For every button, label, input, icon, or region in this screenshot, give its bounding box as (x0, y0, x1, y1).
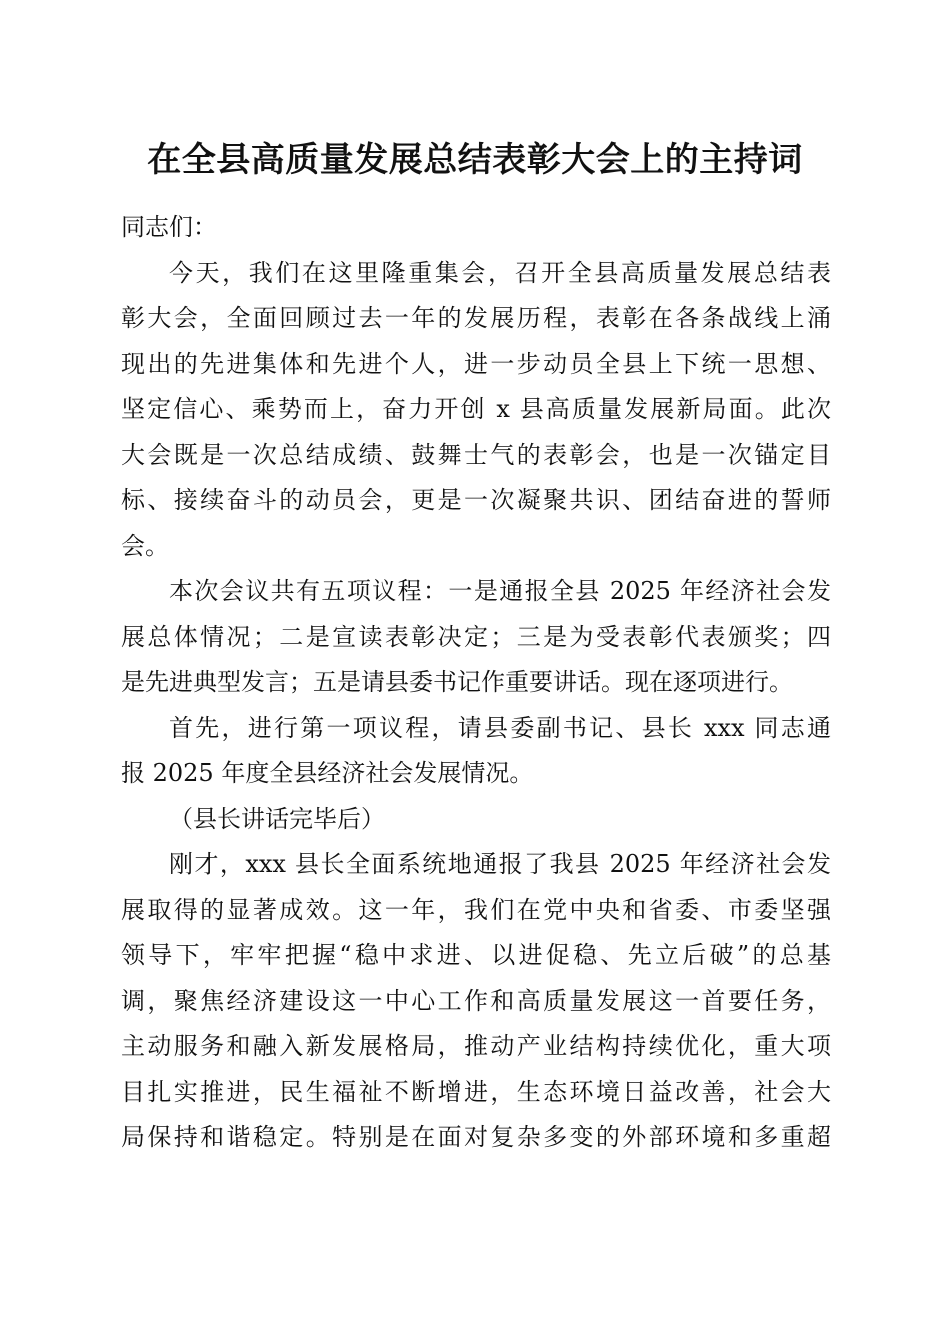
text-line: 今天，我们在这里隆重集会，召开全县高质量发展总结表 (169, 258, 831, 287)
text-line: 报 2025 年度全县经济社会发展情况。 (121, 759, 534, 787)
text-line: 坚定信心、乘势而上，奋力开创 x 县高质量发展新局面。此次 (121, 395, 831, 423)
text-line: 标、接续奋斗的动员会，更是一次凝聚共识、团结奋进的誓师 (121, 486, 831, 514)
document-body (121, 205, 831, 1161)
text-line: 彰大会，全面回顾过去一年的发展历程，表彰在各条战线上涌 (121, 304, 831, 332)
text-line: 目扎实推进，民生福祉不断增进，生态环境日益改善，社会大 (121, 1077, 831, 1106)
text-line: 主动服务和融入新发展格局，推动产业结构持续优化，重大项 (121, 1032, 831, 1060)
document-title: 在全县高质量发展总结表彰大会上的主持词 (147, 140, 803, 180)
text-line: 是先进典型发言；五是请县委书记作重要讲话。现在逐项进行。 (121, 668, 793, 696)
text-line: 局保持和谐稳定。特别是在面对复杂多变的外部环境和多重超 (121, 1123, 831, 1151)
text-line: 领导下，牢牢把握“稳中求进、以进促稳、先立后破”的总基 (121, 941, 831, 969)
text-line: （县长讲话完毕后） (169, 804, 385, 833)
text-line: 会。 (121, 531, 169, 560)
text-line: 首先，进行第一项议程，请县委副书记、县长 xxx 同志通 (169, 713, 831, 742)
text-line: 本次会议共有五项议程：一是通报全县 2025 年经济社会发 (169, 577, 831, 605)
text-line: 展总体情况；二是宣读表彰决定；三是为受表彰代表颁奖；四 (121, 622, 831, 651)
text-line: 展取得的显著成效。这一年，我们在党中央和省委、市委坚强 (121, 895, 831, 924)
text-line: 同志们： (121, 213, 217, 241)
text-line: 大会既是一次总结成绩、鼓舞士气的表彰会，也是一次锚定目 (121, 440, 831, 469)
text-line: 调，聚焦经济建设这一中心工作和高质量发展这一首要任务， (121, 986, 831, 1015)
text-line: 现出的先进集体和先进个人，进一步动员全县上下统一思想、 (121, 349, 831, 378)
text-line: 刚才，xxx 县长全面系统地通报了我县 2025 年经济社会发 (169, 850, 831, 878)
